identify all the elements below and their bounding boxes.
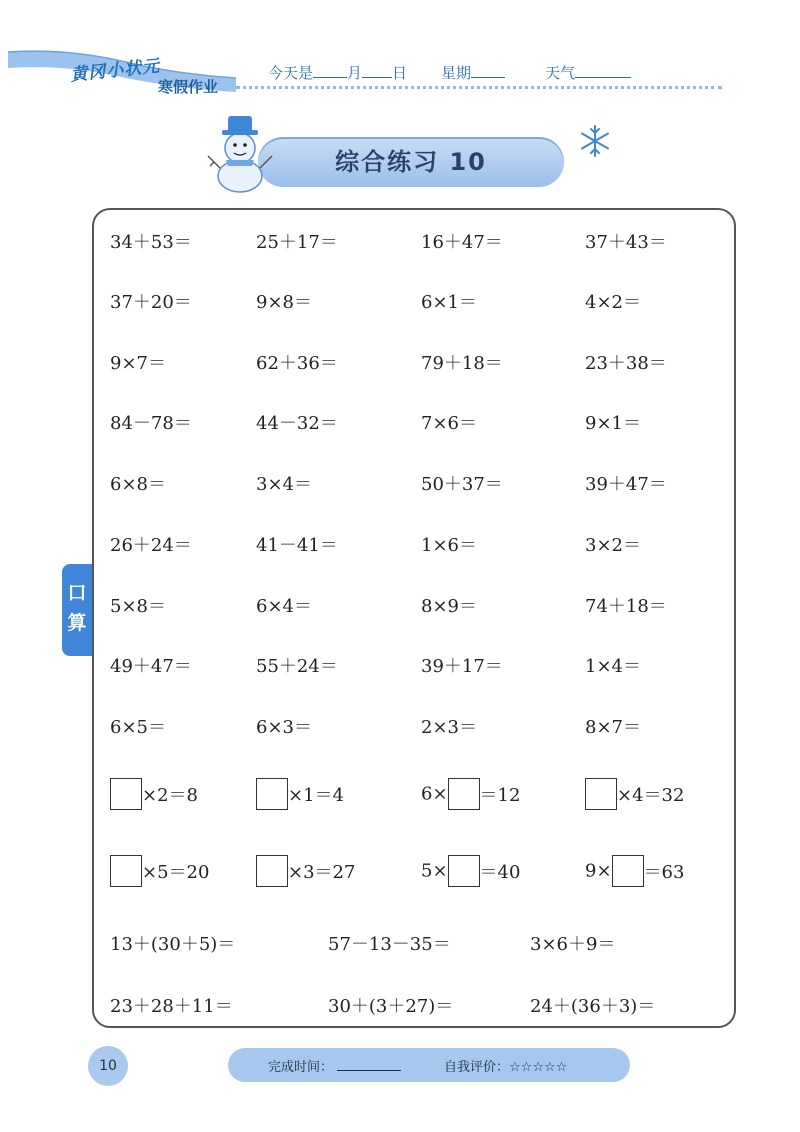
problem: 55＋24＝ <box>256 656 338 677</box>
problem: 7×6＝ <box>421 413 477 434</box>
problem: 13＋(30＋5)＝ <box>110 934 236 955</box>
side-tab-label <box>62 578 92 638</box>
answer-box[interactable] <box>256 778 288 810</box>
answer-box[interactable] <box>110 778 142 810</box>
problem: 37＋43＝ <box>585 232 667 253</box>
side-tab-char: 口 <box>67 582 87 604</box>
problem: 57－13－35＝ <box>328 934 451 955</box>
problem: 2×3＝ <box>421 717 477 738</box>
problem: 1×4＝ <box>585 656 641 677</box>
fill-post: ×1＝4 <box>288 785 344 806</box>
page-title: 综合练习 10 <box>335 148 487 176</box>
fill-problem <box>110 778 198 810</box>
fill-post: ×5＝20 <box>142 862 210 883</box>
header-divider <box>236 86 722 89</box>
answer-box[interactable] <box>110 855 142 887</box>
problem: 6×5＝ <box>110 717 166 738</box>
problem: 6×3＝ <box>256 717 312 738</box>
rating-stars[interactable]: ☆☆☆☆☆ <box>509 1060 568 1075</box>
fill-pre: 9× <box>585 860 612 882</box>
exercise-box <box>92 208 736 1028</box>
brand-subtitle: 寒假作业 <box>158 78 219 96</box>
problem: 62＋36＝ <box>256 353 338 374</box>
weather-blank[interactable] <box>575 63 631 78</box>
month-label: 月 <box>347 64 363 82</box>
problem: 79＋18＝ <box>421 353 503 374</box>
page-number: 10 <box>88 1046 128 1086</box>
problem: 74＋18＝ <box>585 596 667 617</box>
answer-box[interactable] <box>448 778 480 810</box>
answer-box[interactable] <box>612 855 644 887</box>
problem: 30＋(3＋27)＝ <box>328 996 454 1017</box>
problem: 4×2＝ <box>585 292 641 313</box>
date-prefix: 今天是 <box>268 64 314 82</box>
weekday-label: 星期 <box>441 64 472 82</box>
problem: 6×8＝ <box>110 474 166 495</box>
fill-pre: 5× <box>421 860 448 882</box>
eval-label: 自我评价： <box>444 1060 510 1075</box>
completion-time <box>268 1056 401 1075</box>
problem: 50＋37＝ <box>421 474 503 495</box>
time-label: 完成时间： <box>268 1060 334 1075</box>
fill-post: ＝40 <box>479 862 521 883</box>
weather-label: 天气 <box>545 64 576 82</box>
answer-box[interactable] <box>448 855 480 887</box>
fill-problem <box>256 778 344 810</box>
problem: 37＋20＝ <box>110 292 192 313</box>
problem: 3×4＝ <box>256 474 312 495</box>
fill-post: ×3＝27 <box>288 862 356 883</box>
fill-problem <box>585 855 684 887</box>
time-blank[interactable] <box>337 1058 401 1071</box>
self-evaluation <box>444 1056 567 1075</box>
problem: 39＋17＝ <box>421 656 503 677</box>
problem: 44－32＝ <box>256 413 338 434</box>
day-label: 日 <box>392 64 408 82</box>
problem: 9×7＝ <box>110 353 166 374</box>
weekday-blank[interactable] <box>471 63 505 78</box>
problem: 23＋28＋11＝ <box>110 996 233 1017</box>
problem: 24＋(36＋3)＝ <box>530 996 656 1017</box>
brand-logo: 黄冈小状元 <box>69 56 162 86</box>
fill-problem <box>256 855 355 887</box>
problem: 6×4＝ <box>256 596 312 617</box>
problem: 6×1＝ <box>421 292 477 313</box>
problem: 49＋47＝ <box>110 656 192 677</box>
answer-box[interactable] <box>256 855 288 887</box>
fill-problem <box>585 778 684 810</box>
fill-problem <box>421 778 520 810</box>
problem: 16＋47＝ <box>421 232 503 253</box>
problem: 9×1＝ <box>585 413 641 434</box>
problem: 5×8＝ <box>110 596 166 617</box>
problem: 8×9＝ <box>421 596 477 617</box>
problem: 9×8＝ <box>256 292 312 313</box>
fill-pre: 6× <box>421 783 448 805</box>
problem: 34＋53＝ <box>110 232 192 253</box>
snowflake-icon <box>578 124 612 158</box>
fill-post: ×2＝8 <box>142 785 198 806</box>
date-line <box>268 62 631 83</box>
snowman-icon <box>204 110 274 194</box>
fill-post: ＝63 <box>643 862 685 883</box>
month-blank[interactable] <box>313 63 347 78</box>
side-tab-char: 算 <box>67 612 87 634</box>
fill-problem <box>110 855 209 887</box>
problem: 41－41＝ <box>256 535 338 556</box>
problem: 8×7＝ <box>585 717 641 738</box>
problem: 26＋24＝ <box>110 535 192 556</box>
problem: 3×2＝ <box>585 535 641 556</box>
fill-post: ×4＝32 <box>617 785 685 806</box>
answer-box[interactable] <box>585 778 617 810</box>
problem: 25＋17＝ <box>256 232 338 253</box>
fill-post: ＝12 <box>479 785 521 806</box>
problem: 23＋38＝ <box>585 353 667 374</box>
fill-problem <box>421 855 520 887</box>
problem: 1×6＝ <box>421 535 477 556</box>
problem: 3×6＋9＝ <box>530 934 616 955</box>
problem: 84－78＝ <box>110 413 192 434</box>
day-blank[interactable] <box>362 63 392 78</box>
problem: 39＋47＝ <box>585 474 667 495</box>
